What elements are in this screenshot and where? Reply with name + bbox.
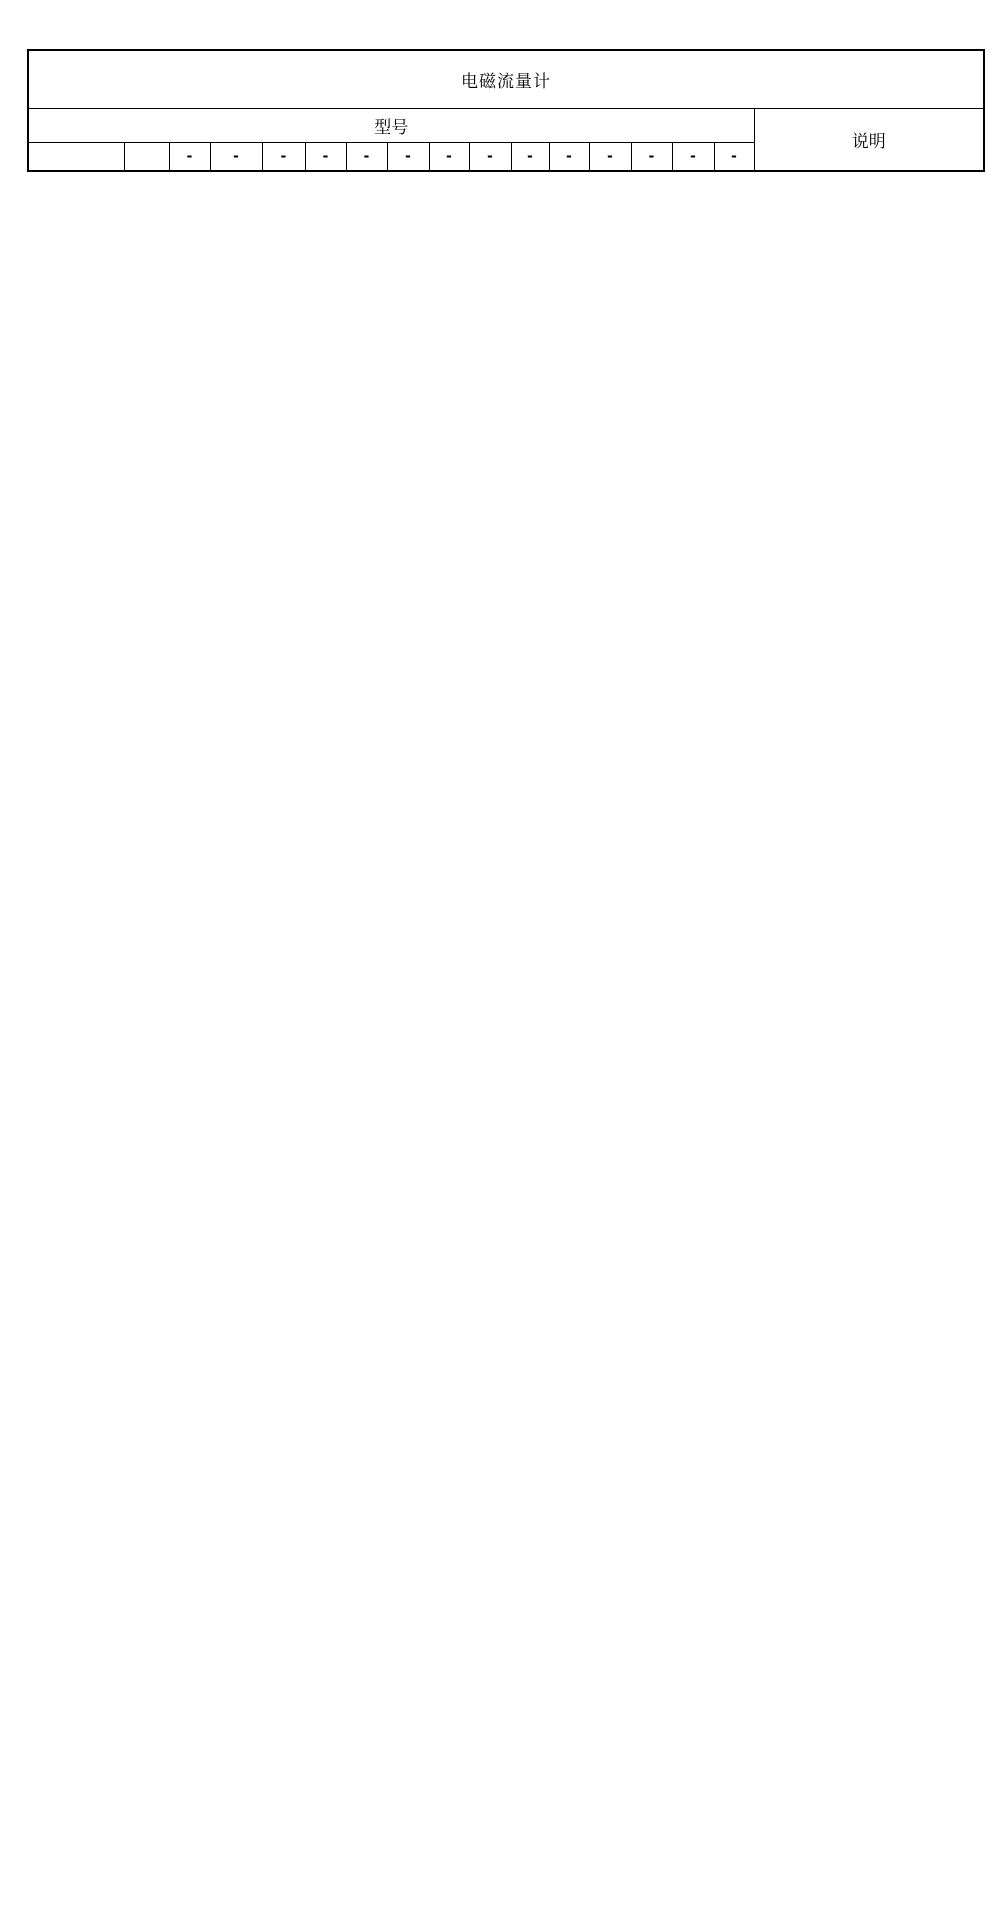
page-title: 电磁流量计 (28, 50, 984, 108)
separator-dash: - (714, 142, 754, 171)
separator-dash: - (469, 142, 511, 171)
separator-dash: - (262, 142, 305, 171)
model-selection-table (27, 49, 985, 172)
model-header-row (28, 108, 984, 142)
empty-cell (124, 142, 169, 171)
separator-dash: - (305, 142, 346, 171)
model-column-header: 型号 (28, 108, 754, 142)
separator-dash: - (210, 142, 262, 171)
separator-dash: - (589, 142, 631, 171)
separator-dash: - (511, 142, 549, 171)
empty-cell (28, 142, 124, 171)
separator-dash: - (169, 142, 210, 171)
separator-dash: - (549, 142, 589, 171)
separator-dash: - (672, 142, 714, 171)
separator-dash: - (346, 142, 387, 171)
separator-dash: - (387, 142, 429, 171)
title-row (28, 50, 984, 108)
separator-dash: - (429, 142, 469, 171)
description-column-header: 说明 (754, 108, 984, 171)
separator-dash: - (631, 142, 672, 171)
